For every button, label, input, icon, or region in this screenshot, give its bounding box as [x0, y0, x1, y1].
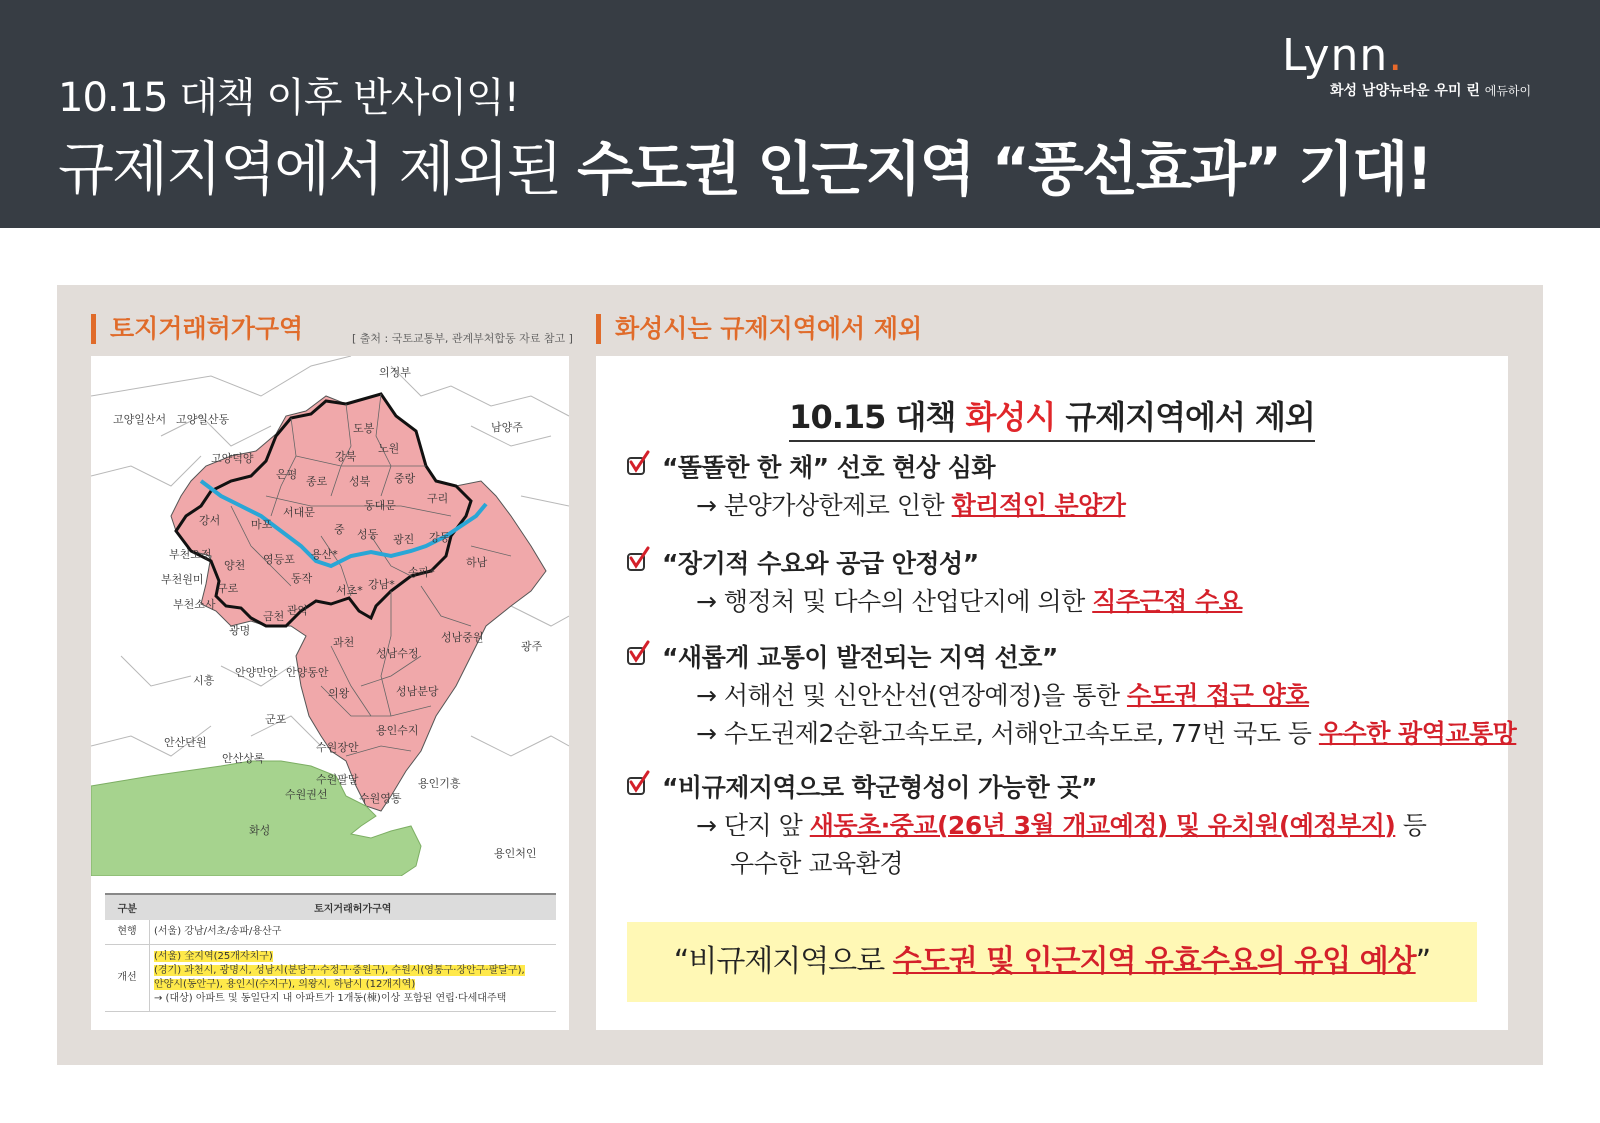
table-cell: 개선 — [105, 945, 150, 1012]
detail-emphasis: 수도권 접근 양호 — [1126, 681, 1309, 710]
map-region-label: 고양덕양 — [211, 452, 254, 465]
header-title-bold: 수도권 인근지역 “풍선효과” 기대! — [577, 135, 1431, 203]
map-region-label: 중 — [334, 523, 345, 536]
check-item-detail — [696, 582, 1242, 618]
left-section-title: 토지거래허가구역 — [91, 314, 303, 344]
map-region-label: 구리 — [427, 492, 449, 505]
header-title — [58, 122, 1431, 206]
map-region-label: 안산상록 — [222, 752, 265, 765]
map-region-label: 종로 — [306, 475, 328, 488]
map-region-label: 부천원미 — [161, 573, 204, 586]
map-region-label: 은평 — [276, 468, 298, 481]
table-line-highlight: (경기) 과천시, 광명시, 성남시(분당구·수정구·중원구), 수원시(영통구·장안구·팔달구), — [154, 965, 525, 976]
callout-box — [627, 922, 1477, 1002]
callout-post: ” — [1415, 944, 1431, 979]
check-item-detail — [696, 486, 1125, 522]
map-region-label: 수원장안 — [316, 741, 359, 754]
map-region-label: 수원팔달 — [316, 773, 359, 786]
map-region-label: 군포 — [265, 713, 287, 726]
map-region-label: 관악 — [287, 604, 309, 617]
map-region-label: 하남 — [466, 556, 488, 569]
source-note: [ 출처 : 국토교통부, 관계부처합동 자료 참고 ] — [352, 332, 573, 345]
map-region-label: 성남중원 — [441, 631, 484, 644]
map-region-label: 수원영통 — [359, 792, 402, 805]
map-region-label: 화성 — [249, 824, 271, 837]
table-cell: (서울) 강남/서초/송파/용산구 — [150, 920, 557, 945]
check-item-title: “새롭게 교통이 발전되는 지역 선호” — [662, 643, 1058, 672]
map-region-label: 성남분당 — [396, 685, 439, 698]
check-item-detail — [696, 714, 1516, 750]
check-item-title: “장기적 수요와 공급 안정성” — [662, 549, 979, 578]
map-region-label: 광명 — [229, 624, 251, 637]
map-region-label: 시흥 — [193, 674, 215, 687]
detail-text: → 행정처 및 다수의 산업단지에 의한 — [696, 587, 1093, 616]
map-region-label: 남양주 — [491, 421, 523, 434]
map-region-label: 성동 — [357, 528, 379, 541]
table-header: 구분 — [105, 894, 150, 920]
map-region-label: 광진 — [393, 533, 415, 546]
table-header: 토지거래허가구역 — [150, 894, 557, 920]
map-region-label: 고양일산서 — [113, 413, 167, 426]
checkbox-check-icon — [626, 770, 652, 798]
right-section-title: 화성시는 규제지역에서 제외 — [596, 314, 922, 344]
map-region-label: 송파* — [408, 566, 435, 579]
map-region-label: 구로 — [217, 582, 239, 595]
check-item-title: “똘똘한 한 채” 선호 현상 심화 — [662, 453, 996, 482]
map-region-label: 고양일산동 — [176, 413, 230, 426]
detail-text: → 서해선 및 신안산선(연장예정)을 통한 — [696, 681, 1127, 710]
detail-emphasis: 합리적인 분양가 — [951, 491, 1126, 520]
map-region-label: 강서 — [199, 514, 221, 527]
map-region-label: 성북 — [349, 475, 371, 488]
detail-text: 우수한 교육환경 — [730, 849, 903, 878]
map-region-label: 강북 — [335, 450, 357, 463]
table-cell — [150, 945, 557, 1012]
map-panel — [91, 356, 569, 1030]
table-row — [105, 920, 556, 945]
map-region-label: 용인기흥 — [418, 777, 461, 790]
check-item-title: “비규제지역으로 학군형성이 가능한 곳” — [662, 773, 1097, 802]
checkbox-check-icon — [626, 450, 652, 478]
brand-subtitle-main: 화성 남양뉴타운 우미 린 — [1330, 83, 1480, 99]
map-region-label: 서초* — [336, 584, 363, 597]
map-region-label: 양천 — [224, 559, 246, 572]
heading-post: 규제지역에서 제외 — [1055, 398, 1315, 436]
map-region-label: 용인처인 — [494, 847, 537, 860]
map-region-label: 도봉 — [353, 422, 375, 435]
map-region-label: 부천소사 — [173, 598, 216, 611]
brand-logo — [1282, 30, 1403, 81]
table-row — [105, 945, 556, 1012]
callout-pre: “비규제지역으로 — [673, 944, 893, 979]
table-line-highlight: 안양시(동안구), 용인시(수지구), 의왕시, 하남시 (12개지역) — [154, 979, 416, 990]
map-region-label: 과천 — [333, 636, 355, 649]
detail-emphasis: 새동초·중교(26년 3월 개교예정) 및 유치원(예정부지) — [809, 811, 1396, 840]
callout-emphasis: 수도권 및 인근지역 유효수요의 유입 예상 — [892, 944, 1416, 979]
checkbox-check-icon — [626, 640, 652, 668]
map-region-label: 동대문 — [364, 499, 396, 512]
map-region-label: 강동 — [429, 531, 451, 544]
heading-highlight: 화성시 — [965, 398, 1056, 436]
brand-subtitle — [1330, 80, 1531, 100]
map-region-label: 안양만안 — [235, 666, 278, 679]
map-region-label: 영등포 — [263, 553, 295, 566]
land-permit-map — [91, 356, 569, 876]
detail-text: → 단지 앞 — [696, 811, 810, 840]
map-region-label: 강남* — [368, 578, 395, 591]
detail-text: → 분양가상한제로 인한 — [696, 491, 952, 520]
info-heading — [596, 392, 1508, 442]
map-region-label: 광주 — [521, 640, 543, 653]
map-region-label: 수원권선 — [285, 788, 328, 801]
map-region-label: 부천오정 — [169, 548, 212, 561]
map-region-label: 노원 — [378, 442, 400, 455]
page-header — [0, 0, 1600, 228]
map-region-label: 동작 — [291, 572, 313, 585]
check-item-detail — [696, 676, 1309, 712]
map-region-label: 성남수정 — [376, 647, 419, 660]
table-line: → (대상) 아파트 및 동일단지 내 아파트가 1개동(棟)이상 포함된 연립·다세대주택 — [154, 993, 507, 1004]
logo-dot: . — [1388, 30, 1404, 81]
map-region-label: 의정부 — [379, 366, 411, 379]
permit-table — [105, 893, 556, 1012]
map-region-label: 금천 — [263, 610, 285, 623]
map-region-label: 의왕 — [328, 687, 350, 700]
map-region-label: 중랑 — [394, 472, 416, 485]
detail-emphasis: 직주근접 수요 — [1092, 587, 1243, 616]
table-cell: 현행 — [105, 920, 150, 945]
logo-text: Lynn — [1282, 30, 1389, 81]
header-subtitle: 10.15 대책 이후 반사이익! — [58, 75, 519, 121]
map-region-label: 서대문 — [283, 506, 315, 519]
heading-pre: 10.15 대책 — [789, 398, 966, 436]
info-panel — [596, 356, 1517, 1030]
header-title-normal: 규제지역에서 제외된 — [58, 135, 578, 203]
check-item-detail — [730, 844, 903, 880]
map-region-label: 안양동안 — [286, 666, 329, 679]
map-region-label: 용산* — [311, 548, 338, 561]
detail-text: 등 — [1395, 811, 1427, 840]
checkbox-check-icon — [626, 546, 652, 574]
detail-emphasis: 우수한 광역교통망 — [1318, 719, 1517, 748]
check-item-detail — [696, 806, 1426, 842]
map-region-label: 안산단원 — [164, 736, 207, 749]
brand-subtitle-small: 에듀하이 — [1484, 84, 1532, 98]
table-header-row — [105, 894, 556, 920]
map-region-label: 마포 — [251, 518, 273, 531]
table-line-highlight: (서울) 全지역(25개자치구) — [154, 951, 273, 962]
detail-text: → 수도권제2순환고속도로, 서해안고속도로, 77번 국도 등 — [696, 719, 1319, 748]
map-region-label: 용인수지 — [376, 724, 419, 737]
